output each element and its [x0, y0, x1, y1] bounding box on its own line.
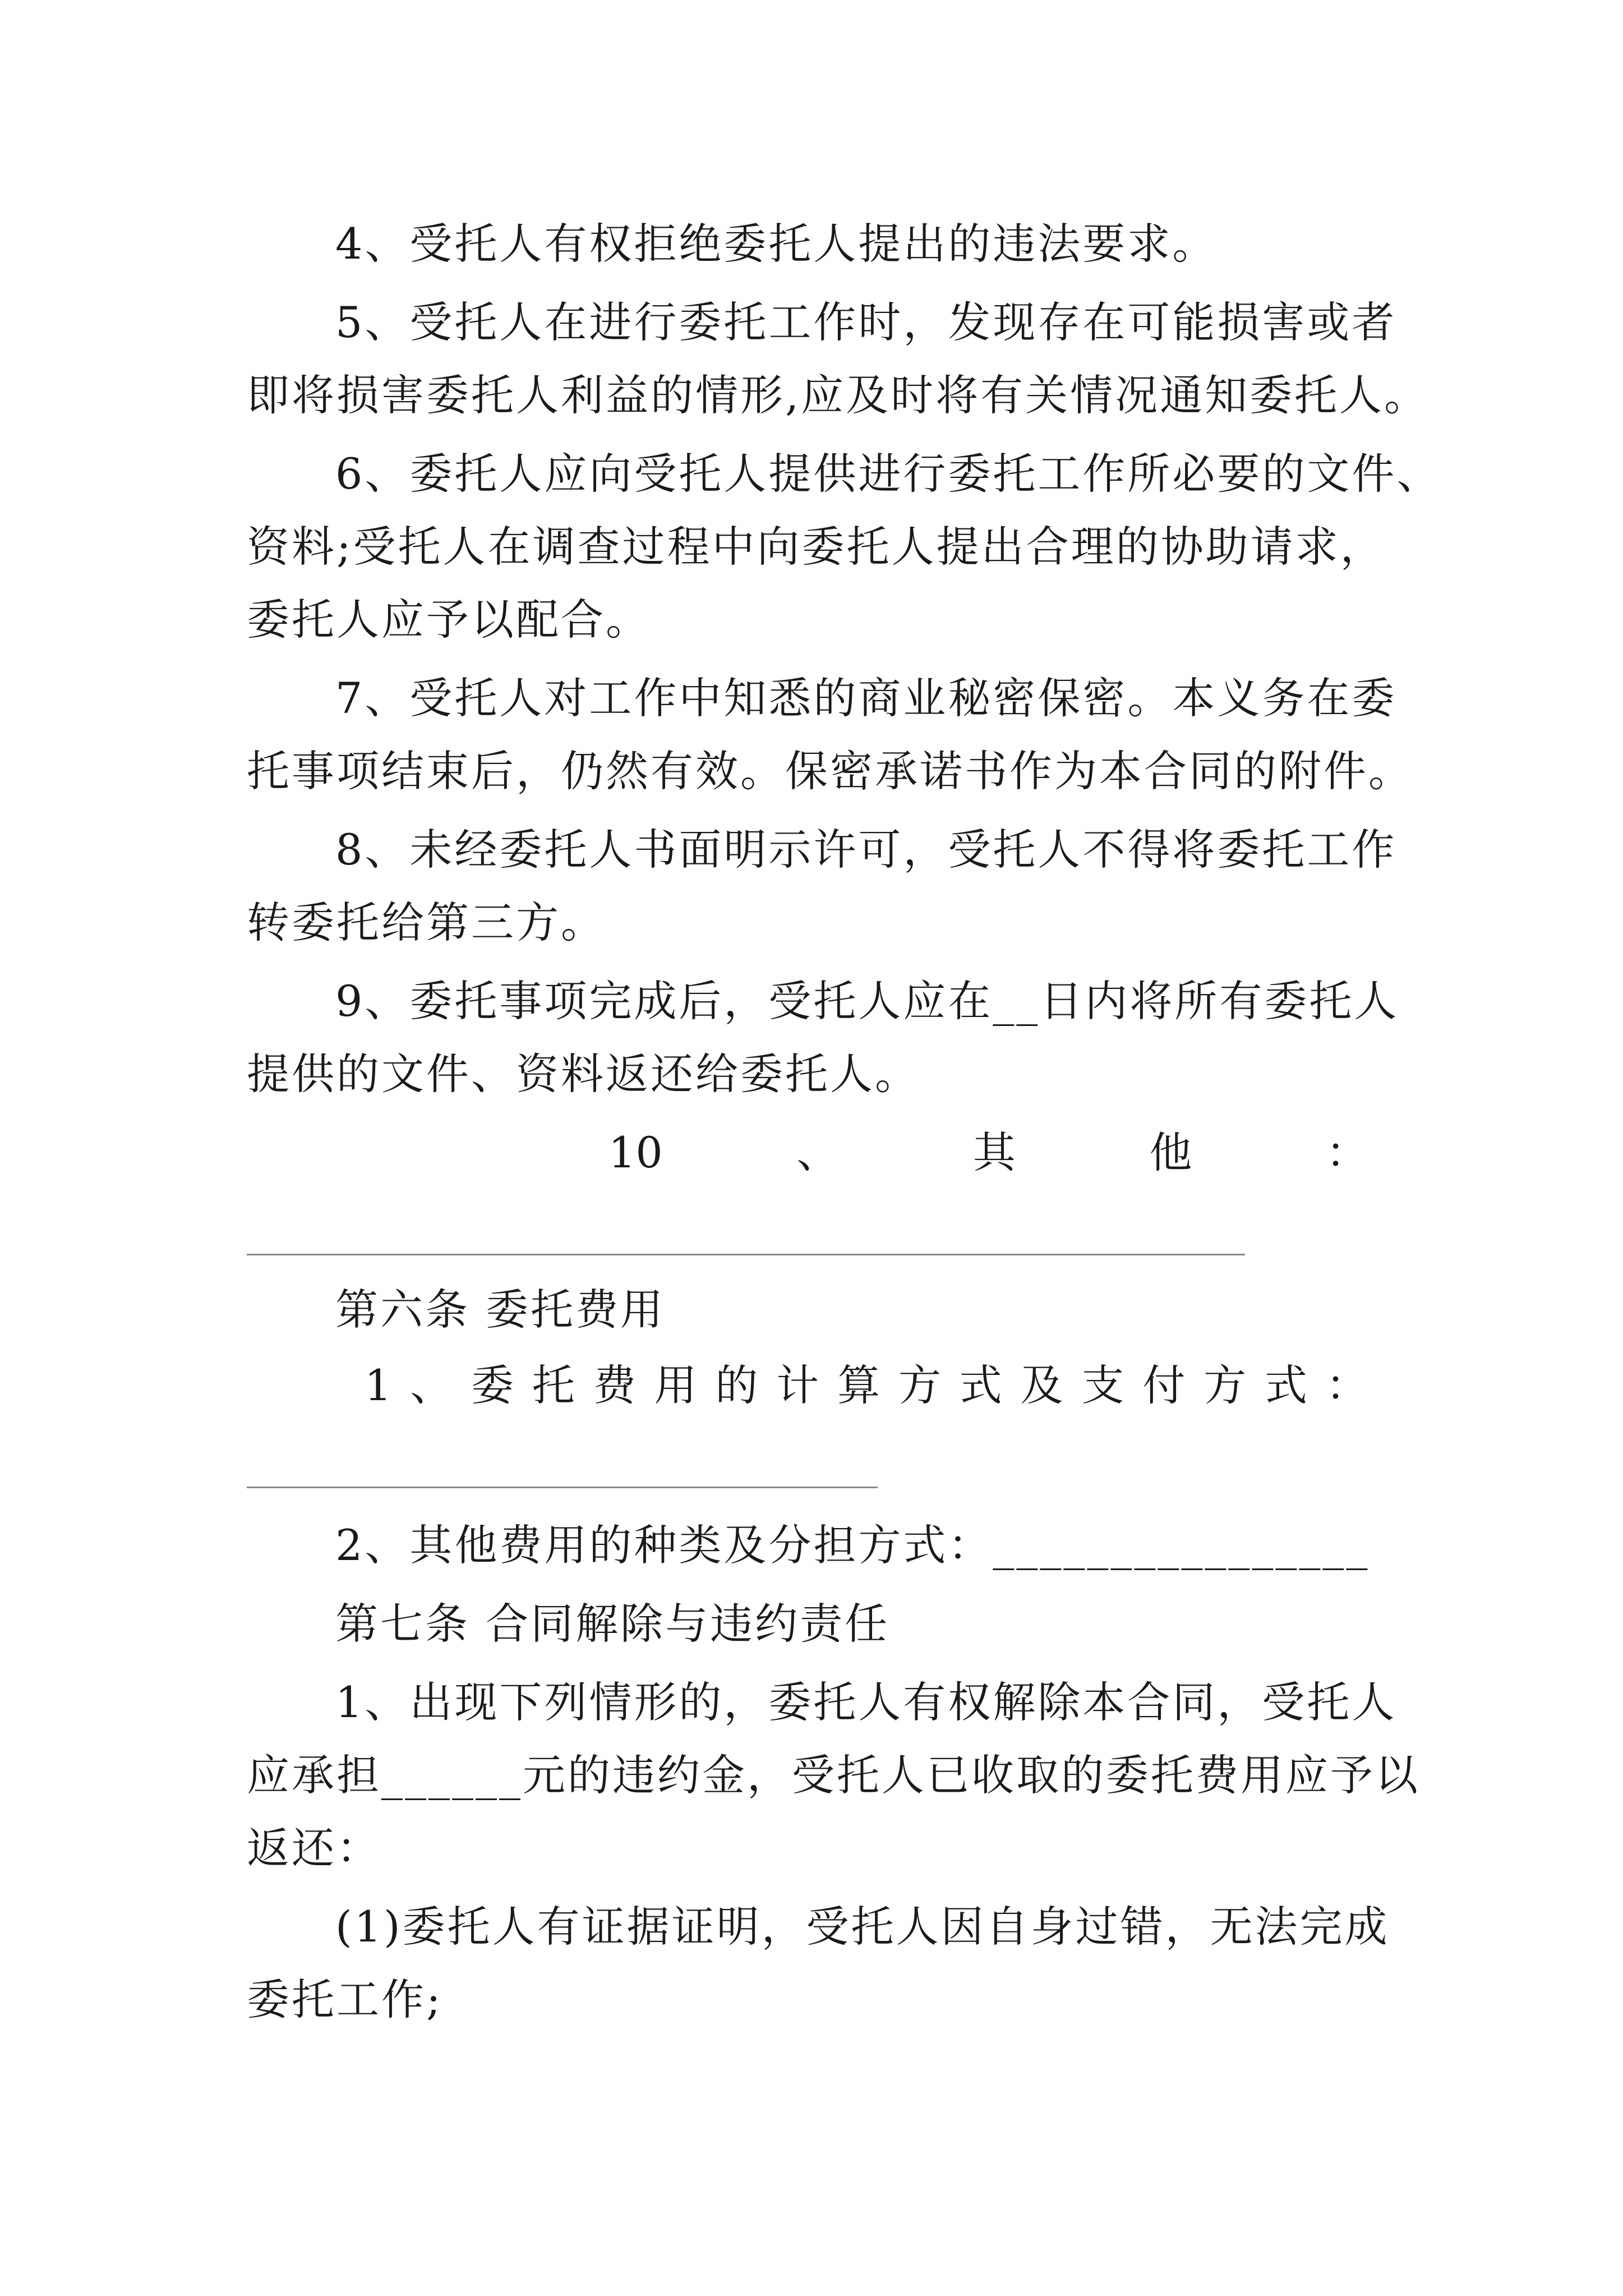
section-6-title: 第六条 委托费用 — [335, 1285, 666, 1335]
clause-4: 4、受托人有权拒绝委托人提出的违法要求。 — [335, 219, 1218, 269]
clause-5-line-1: 5、受托人在进行委托工作时，发现存在可能损害或者 — [335, 297, 1397, 347]
section-7-item-1-line-3: 返还： — [247, 1823, 381, 1873]
clause-10-line — [608, 1125, 1368, 1181]
clause-7-line-2: 托事项结束后，仍然有效。保密承诺书作为本合同的附件。 — [247, 746, 1413, 796]
s6-item1-char: 1 — [365, 1360, 392, 1410]
section-7-sub-1-line-1: (1)委托人有证据证明，受托人因自身过错，无法完成 — [335, 1902, 1390, 1952]
section-7-item-1-line-2: 应承担______元的违约金，受托人已收取的委托费用应予以 — [247, 1750, 1420, 1800]
s6-item1-char: 方 — [898, 1360, 941, 1410]
s6-item1-char: 付 — [1142, 1360, 1186, 1410]
clause-5-line-2: 即将损害委托人利益的情形,应及时将有关情况通知委托人。 — [247, 370, 1430, 420]
s6-item1-char: 托 — [532, 1360, 575, 1410]
clause-6-line-3: 委托人应予以配合。 — [247, 595, 651, 645]
section-7-title: 第七条 合同解除与违约责任 — [335, 1599, 890, 1649]
s6-item1-char: 式 — [959, 1360, 1002, 1410]
s6-item1-char: 用 — [654, 1360, 697, 1410]
s6-item1-char: 支 — [1081, 1360, 1124, 1410]
section-6-item-2: 2、其他费用的种类及分担方式：________________ — [335, 1520, 1370, 1570]
clause-10-number: 10 — [608, 1128, 663, 1177]
s6-item1-char: 、 — [410, 1360, 453, 1410]
s6-item1-char: 计 — [776, 1360, 819, 1410]
s6-item1-char: 方 — [1204, 1360, 1247, 1410]
s6-item1-char: 式 — [1265, 1360, 1308, 1410]
clause-8-line-2: 转委托给第三方。 — [247, 898, 606, 947]
clause-6-line-2: 资料;受托人在调查过程中向委托人提出合理的协助请求， — [247, 522, 1385, 572]
clause-10-colon: ： — [1325, 1128, 1368, 1177]
s6-item1-char: 的 — [715, 1360, 758, 1410]
section-6-item-1-fill-line — [247, 1487, 878, 1488]
s6-item1-char: 费 — [593, 1360, 636, 1410]
s6-item1-char: 及 — [1020, 1360, 1063, 1410]
section-6-item-1 — [365, 1358, 1368, 1414]
s6-item1-char: 算 — [837, 1360, 880, 1410]
clause-9-line-1: 9、委托事项完成后，受托人应在__日内将所有委托人 — [335, 976, 1399, 1026]
clause-10-char-1: 其 — [972, 1128, 1016, 1177]
clause-8-line-1: 8、未经委托人书面明示许可，受托人不得将委托工作 — [335, 825, 1397, 875]
section-7-item-1-line-1: 1、出现下列情形的，委托人有权解除本合同，受托人 — [335, 1677, 1397, 1727]
clause-9-line-2: 提供的文件、资料返还给委托人。 — [247, 1049, 920, 1099]
s6-item1-char: 委 — [471, 1360, 514, 1410]
clause-10-fill-line — [247, 1254, 1245, 1255]
section-7-sub-1-line-2: 委托工作; — [247, 1975, 443, 2024]
clause-10-char-2: 他 — [1149, 1128, 1192, 1177]
clause-7-line-1: 7、受托人对工作中知悉的商业秘密保密。本义务在委 — [335, 673, 1397, 723]
s6-item1-char: ： — [1325, 1360, 1368, 1410]
clause-6-line-1: 6、委托人应向受托人提供进行委托工作所必要的文件、 — [335, 449, 1442, 499]
clause-10-comma: 、 — [796, 1128, 840, 1177]
